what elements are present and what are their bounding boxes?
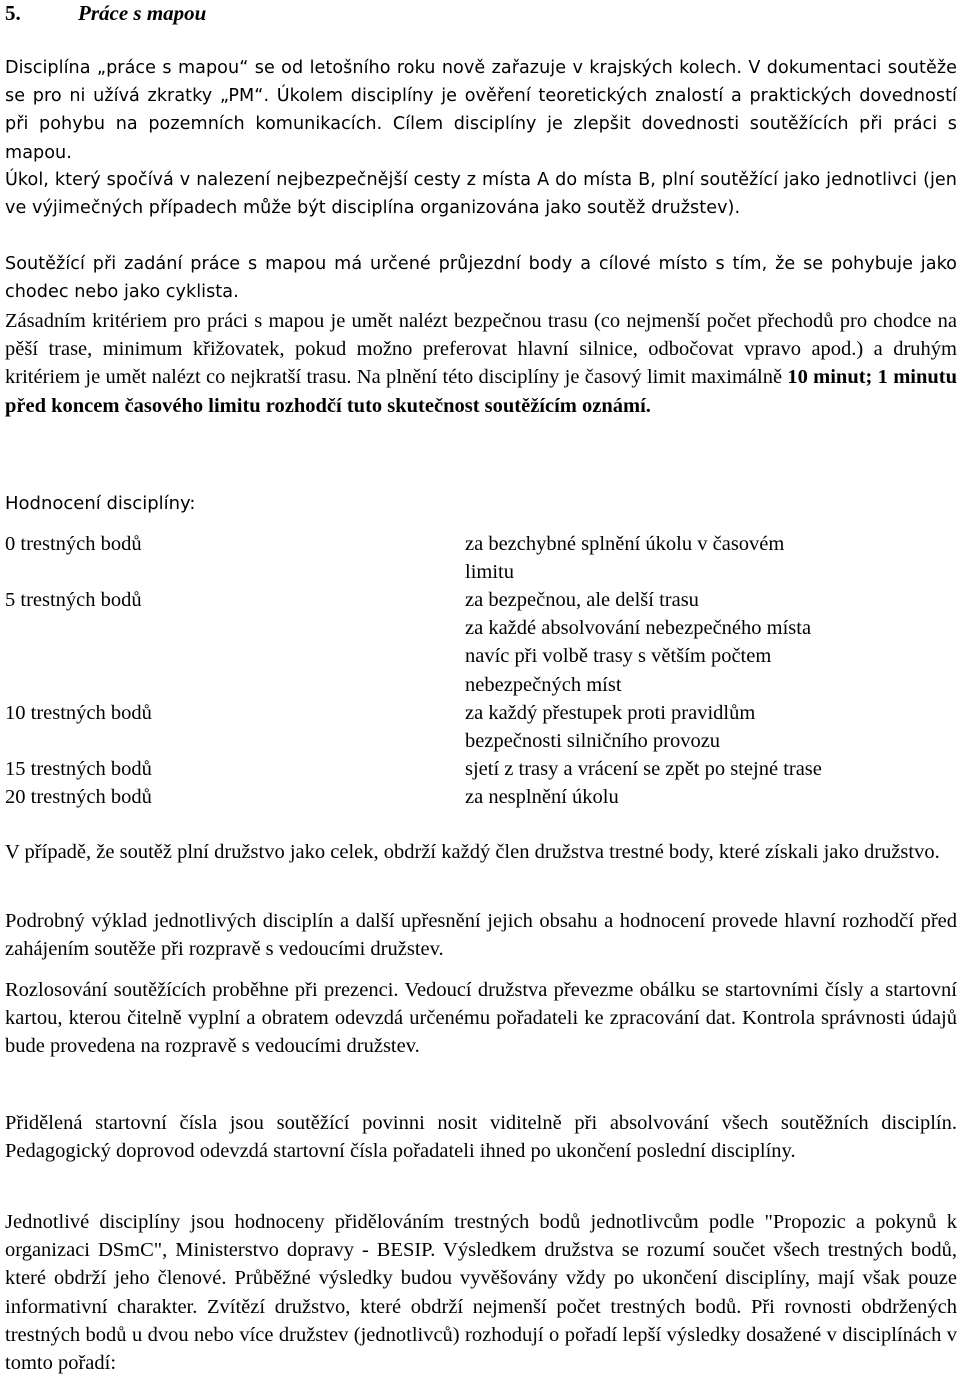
section-title: Práce s mapou — [78, 1, 207, 25]
penalty-description — [465, 586, 905, 699]
team-case-paragraph: V případě, že soutěž plní družstvo jako celek, obdrží každý člen družstva trestné body, které získali jako družstvo. — [5, 841, 940, 863]
description-line: navíc při volbě trasy s větším počtem — [465, 645, 772, 668]
task-paragraph: Úkol, který spočívá v nalezení nejbezpečnější cesty z místa A do místa B, plní soutěžící jako jednotlivci (jen ve výjimečných případech může být disciplína organizována jako soutěž družstev). — [5, 170, 957, 219]
route-points-paragraph: Soutěžící při zadání práce s mapou má určené průjezdní body a cílové místo s tím, že se pohybuje jako chodec nebo jako cyklista. — [5, 254, 957, 303]
description-line: nebezpečných míst — [465, 673, 622, 696]
description-line: limitu — [465, 561, 514, 584]
penalty-points: 10 trestných bodů — [5, 702, 152, 724]
intro-paragraph: Disciplína „práce s mapou“ se od letošního roku nově zařazuje v krajských kolech. V dokumentaci soutěže se pro ni užívá zkratky „PM“. Úkolem disciplíny je ověření teoretických znalostí a praktických dovedností při pohybu na pozemních komunikacích. Cílem disciplíny je zlepšit dovednosti soutěžících při práci s mapou. — [5, 58, 957, 163]
description-line: za nesplnění úkolu — [465, 786, 619, 808]
details-paragraph: Podrobný výklad jednotlivých disciplín a další upřesnění jejich obsahu a hodnocení provede hlavní rozhodčí před zahájením soutěže při rozpravě s vedoucími družstev. — [5, 910, 957, 961]
penalty-description — [465, 783, 905, 811]
penalty-description — [465, 530, 905, 586]
penalty-description — [465, 755, 905, 783]
criteria-text: Zásadním kritériem pro práci s mapou je umět nalézt bezpečnou trasu (co nejmenší počet přechodů pro chodce na pěší trase, minimum křižovatek, pokud možno preferovat hlavní silnice, odbočovat vpravo apod.) a druhým kritériem je umět nalézt co nejkratší trasu. Na plnění této disciplíny je časový limit maximálně — [5, 310, 957, 389]
description-line: za bezpečnou, ale delší trasu — [465, 589, 699, 611]
description-line: sjetí z trasy a vrácení se zpět po stejné trase — [465, 758, 822, 780]
penalty-points: 15 trestných bodů — [5, 758, 152, 780]
draw-paragraph: Rozlosování soutěžících proběhne při prezenci. Vedoucí družstva převezme obálku se startovními čísly a startovní kartou, kterou čitelně vyplní a obratem odevzdá určenému pořadateli ke zpracování dat. Kontrola správnosti údajů bude provedena na rozpravě s vedoucími družstev. — [5, 979, 957, 1058]
section-number: 5. — [5, 1, 21, 25]
penalty-points: 5 trestných bodů — [5, 589, 142, 611]
description-line: za každý přestupek proti pravidlům — [465, 702, 756, 724]
evaluation-title: Hodnocení disciplíny: — [5, 493, 196, 514]
criteria-bold-text: 10 minut; 1 minutu před koncem časového limitu rozhodčí tuto skutečnost soutěžícím oznámí. — [5, 366, 958, 417]
criteria-paragraph — [5, 307, 957, 420]
penalty-points: 0 trestných bodů — [5, 533, 142, 555]
description-line: za každé absolvování nebezpečného místa — [465, 617, 812, 640]
section-heading — [5, 0, 206, 26]
scoring-paragraph: Jednotlivé disciplíny jsou hodnoceny přidělováním trestných bodů jednotlivcům podle "Propozic a pokynů k organizaci DSmC", Ministerstvo dopravy - BESIP. Výsledkem družstva se rozumí součet všech trestných bodů, které obdrží jeho členové. Průběžné výsledky budou vyvěšovány vždy po ukončení disciplíny, mají však pouze informativní charakter. Zvítězí družstvo, které obdrží nejmenší počet trestných bodů. Při rovnosti obdržených trestných bodů u dvou nebo více družstev (jednotlivců) rozhodují o pořadí lepší výsledky dosažené v disciplínách v tomto pořadí: — [5, 1211, 957, 1375]
start-numbers-paragraph: Přidělená startovní čísla jsou soutěžící povinni nosit viditelně při absolvování všech soutěžních disciplín. Pedagogický doprovod odevzdá startovní čísla pořadateli ihned po ukončení poslední disciplíny. — [5, 1112, 957, 1163]
penalty-description — [465, 699, 905, 755]
description-line: za bezchybné splnění úkolu v časovém — [465, 533, 785, 555]
description-line: bezpečnosti silničního provozu — [465, 730, 721, 753]
penalty-points: 20 trestných bodů — [5, 786, 152, 808]
